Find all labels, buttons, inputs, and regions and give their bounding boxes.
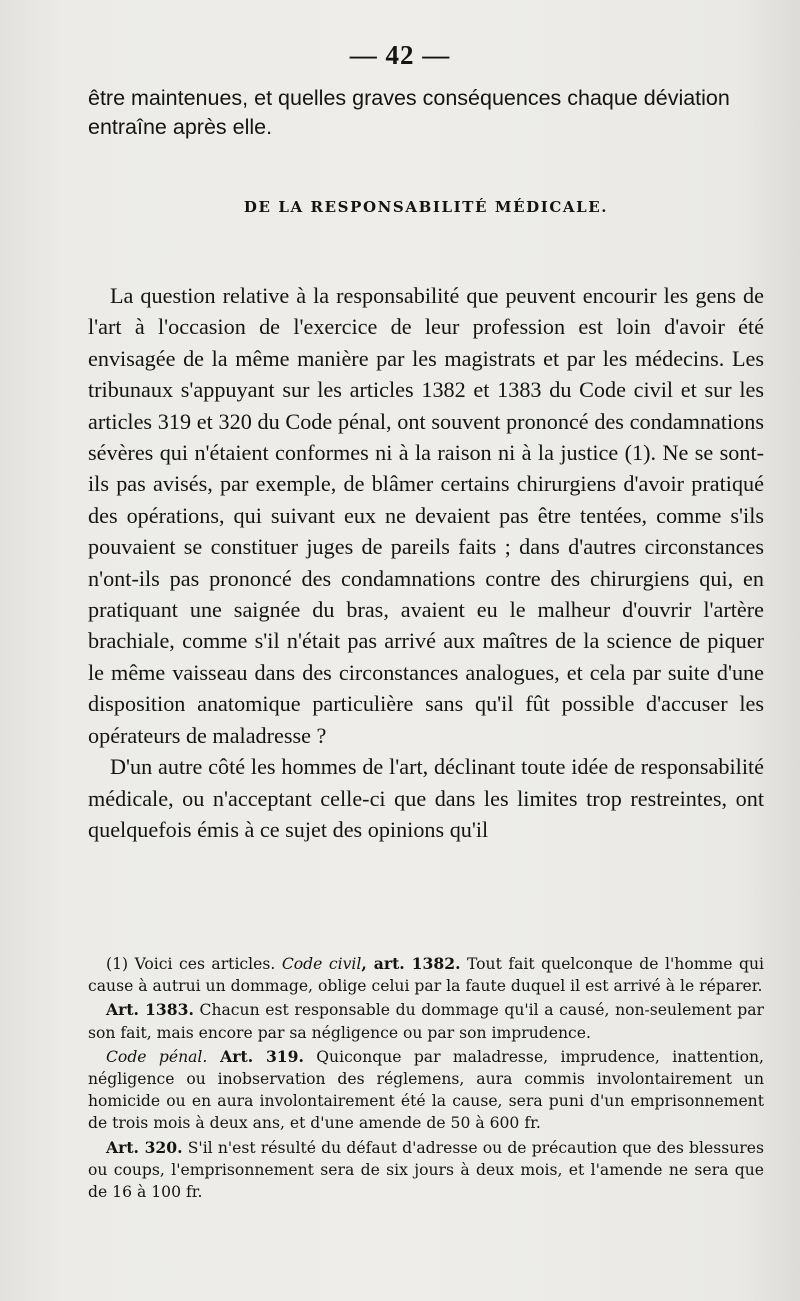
footnote-1-lead: (1) Voici ces articles.	[106, 955, 282, 973]
footnote-4	[88, 1137, 764, 1204]
footnote-3	[88, 1046, 764, 1135]
footnote-4-ref: Art. 320.	[106, 1137, 183, 1157]
footnote-4-text: S'il n'est résulté du défaut d'adresse ou de précaution que des blessures ou coups, l'emprisonnement sera de six jours à deux mois, et l'amende ne sera que de 16 à 100 fr.	[88, 1138, 764, 1202]
paragraph-1: La question relative à la responsabilité que peuvent encourir les gens de l'art à l'occasion de l'exercice de leur profession est loin d'avoir été envisagée de la même manière par les magistrats et par les médecins. Les tribunaux s'appuyant sur les articles 1382 et 1383 du Code civil et sur les articles 319 et 320 du Code pénal, ont souvent prononcé des condamnations sévères qui n'étaient conformes ni à la raison ni à la justice (1). Ne se sont-ils pas avisés, par exemple, de blâmer certains chirurgiens d'avoir pratiqué des opérations, qui suivant eux ne devaient pas être tentées, comme s'ils pouvaient se constituer juges de pareils faits ; dans d'autres circonstances n'ont-ils pas prononcé des condamnations contre des chirurgiens qui, en pratiquant une saignée du bras, avaient eu le malheur d'ouvrir l'artère brachiale, comme s'il n'était pas arrivé aux maîtres de la science de piquer le même vaisseau dans des circonstances analogues, et cela par suite d'une disposition anatomique particulière sans qu'il fût possible d'accuser les opérateurs de maladresse ?	[88, 283, 764, 748]
paragraph-2: D'un autre côté les hommes de l'art, déclinant toute idée de responsabilité médicale, ou n'acceptant celle-ci que dans les limites trop restreintes, ont quelquefois émis à ce sujet des opinions qu'il	[88, 754, 764, 842]
footnote-3-ref: Art. 319.	[207, 1046, 304, 1066]
footnote-1-text: Tout fait quelconque de l'homme qui cause à autrui un dommage, oblige celui par la faute duquel il est arrivé à le réparer.	[88, 955, 765, 996]
carry-over-text: être maintenues, et quelles graves conséquences chaque déviation entraîne après elle.	[88, 86, 730, 139]
section-title: DE LA RESPONSABILITÉ MÉDICALE.	[243, 198, 609, 216]
footnote-1	[88, 953, 764, 997]
footnotes	[88, 953, 764, 1205]
page-number: — 42 —	[349, 40, 451, 70]
footnote-2-ref: Art. 1383.	[106, 1000, 194, 1020]
footnote-3-code: Code pénal.	[106, 1047, 208, 1066]
footnote-3-text: Quiconque par maladresse, imprudence, inattention, négligence ou inobservation des réglemens, aura commis involontairement un homicide ou en aura involontairement été la cause, sera puni d'un emprisonnement de trois mois à deux ans, et d'une amende de 50 à 600 fr.	[88, 1047, 764, 1133]
footnote-1-ref: , art. 1382.	[361, 954, 461, 973]
footnote-2-text: Chacun est responsable du dommage qu'il a causé, non-seulement par son fait, mais encore par sa négligence ou par son imprudence.	[88, 1001, 764, 1042]
footnote-1-code: Code civil	[281, 955, 362, 973]
footnote-2	[88, 999, 764, 1043]
main-text	[88, 280, 764, 845]
